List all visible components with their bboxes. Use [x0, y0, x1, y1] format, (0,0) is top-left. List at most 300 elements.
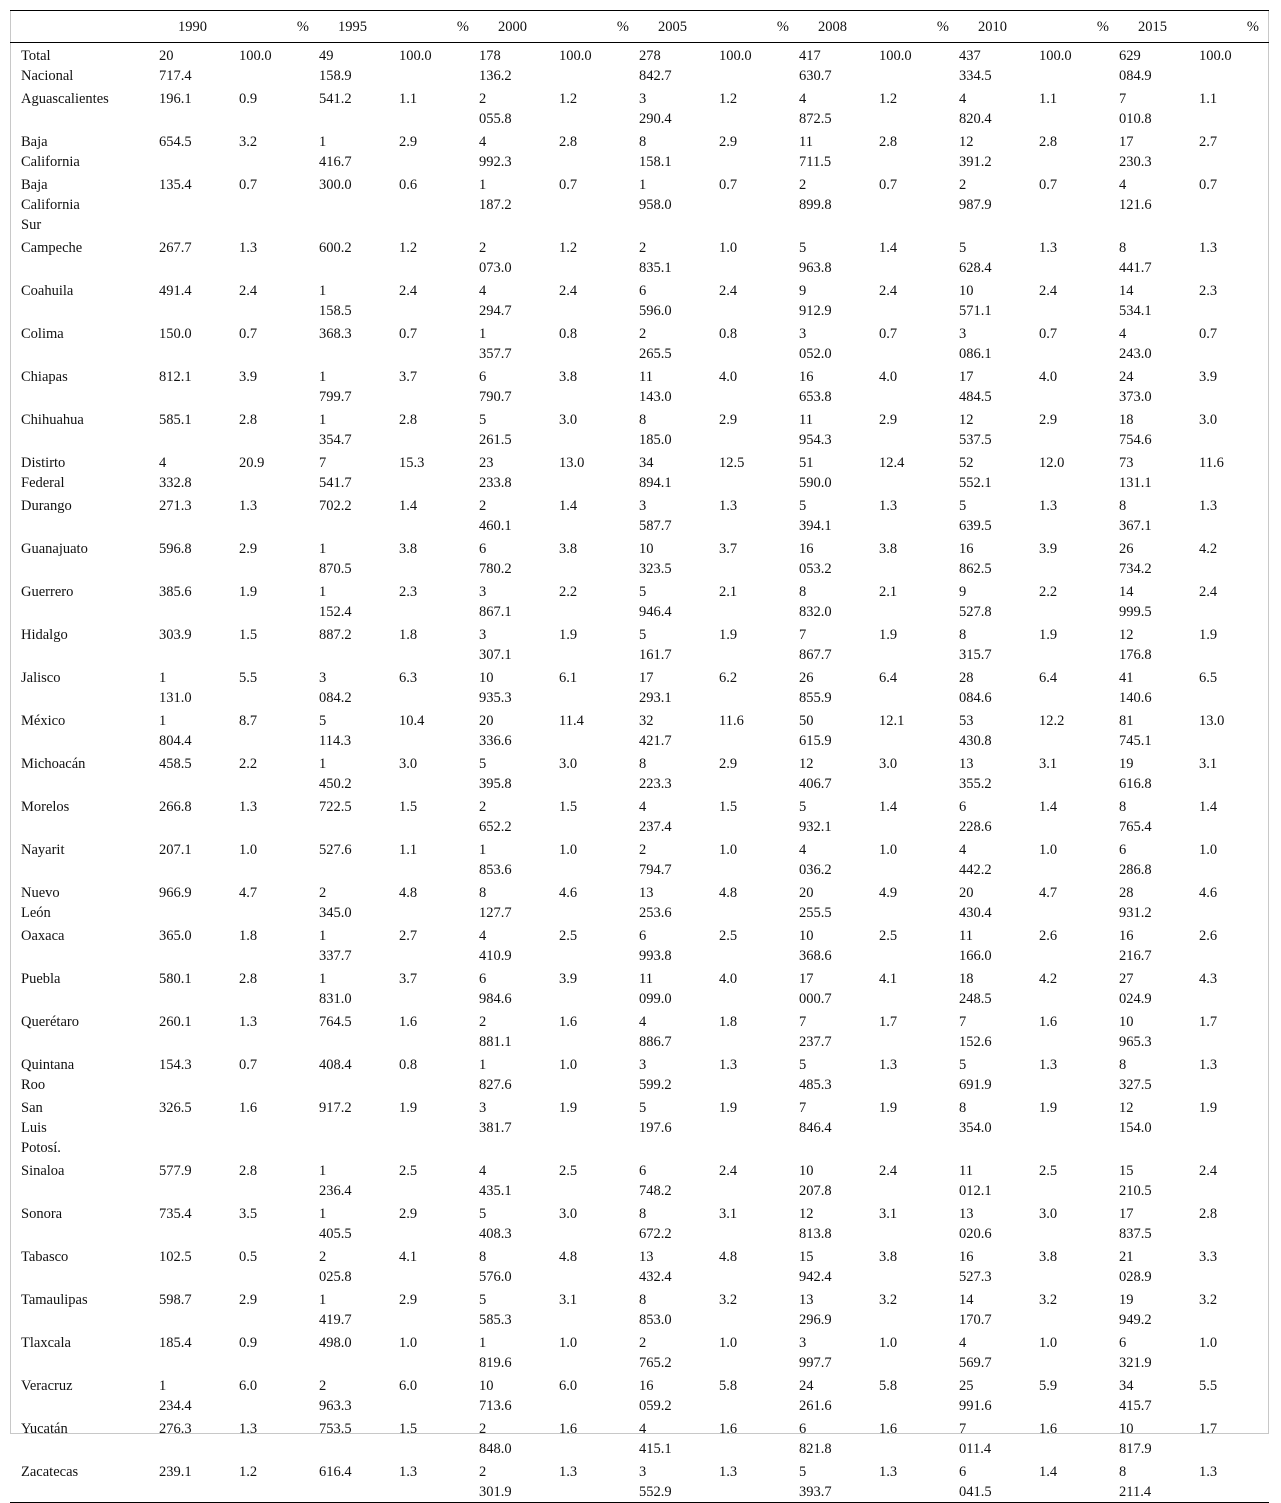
cell-text: 4.1 — [399, 1249, 418, 1265]
percent-cell — [879, 43, 959, 87]
cell-text: 5 197.6 — [639, 1100, 672, 1136]
cell-text: Tamaulipas — [21, 1292, 88, 1308]
cell-text: 8 765.4 — [1119, 799, 1152, 835]
percent-cell — [1039, 880, 1119, 923]
cell-text: 3 290.4 — [639, 91, 672, 127]
cell-text: 7 237.7 — [799, 1014, 832, 1050]
value-cell — [799, 1158, 879, 1201]
percent-cell — [559, 1009, 639, 1052]
state-name-cell — [10, 235, 159, 278]
cell-text: 3.1 — [719, 1206, 738, 1222]
cell-text: 2 301.9 — [479, 1464, 512, 1500]
cell-text: Coahuila — [21, 283, 74, 299]
cell-text: 9 527.8 — [959, 584, 992, 620]
cell-text: 2 848.0 — [479, 1421, 512, 1457]
cell-text: 4.0 — [1039, 369, 1058, 385]
percent-cell — [559, 1158, 639, 1201]
cell-text: 1 187.2 — [479, 177, 512, 213]
cell-text: 2.5 — [719, 928, 738, 944]
cell-text: 3.0 — [1039, 1206, 1058, 1222]
cell-text: 2.5 — [879, 928, 898, 944]
cell-text: 3.2 — [879, 1292, 898, 1308]
cell-text: 0.7 — [879, 326, 898, 342]
cell-text: 3.8 — [879, 1249, 898, 1265]
cell-text: 3 867.1 — [479, 584, 512, 620]
cell-text: 3 552.9 — [639, 1464, 672, 1500]
cell-text: 7 152.6 — [959, 1014, 992, 1050]
value-cell — [319, 321, 399, 364]
cell-text: 3.3 — [1199, 1249, 1218, 1265]
cell-text: 616.4 — [319, 1464, 352, 1480]
state-name-cell — [10, 278, 159, 321]
value-cell — [799, 708, 879, 751]
percent-cell — [1199, 923, 1269, 966]
cell-text: 1.5 — [559, 799, 578, 815]
percent-cell — [239, 86, 319, 129]
cell-text: 4.1 — [879, 971, 898, 987]
cell-text: 437 334.5 — [959, 48, 992, 84]
cell-text: 5 963.8 — [799, 240, 832, 276]
percent-cell — [719, 278, 799, 321]
cell-text: 13 296.9 — [799, 1292, 832, 1328]
value-cell — [639, 43, 719, 87]
cell-text: 4 243.0 — [1119, 326, 1152, 362]
percent-cell — [559, 86, 639, 129]
cell-text: Total Nacional — [21, 48, 74, 84]
value-cell — [479, 1009, 559, 1052]
percent-cell — [719, 1459, 799, 1503]
cell-text: 1.0 — [1039, 842, 1058, 858]
percent-cell — [1199, 837, 1269, 880]
cell-text: 41 140.6 — [1119, 670, 1152, 706]
state-name-cell — [10, 172, 159, 235]
cell-text: 5 485.3 — [799, 1057, 832, 1093]
value-cell — [639, 837, 719, 880]
percent-cell — [719, 235, 799, 278]
cell-text: 1.3 — [239, 799, 258, 815]
cell-text: 271.3 — [159, 498, 192, 514]
percent-cell — [239, 1416, 319, 1459]
percent-cell — [879, 794, 959, 837]
percent-cell — [1199, 1373, 1269, 1416]
state-name-cell — [10, 493, 159, 536]
cell-text: 7 011.4 — [959, 1421, 992, 1457]
cell-text: 3.0 — [879, 756, 898, 772]
cell-text: 1.3 — [239, 240, 258, 256]
cell-text: 6.1 — [559, 670, 578, 686]
value-cell — [479, 321, 559, 364]
cell-text: 7 541.7 — [319, 455, 352, 491]
percent-cell — [239, 129, 319, 172]
percent-cell — [1039, 1244, 1119, 1287]
percent-cell — [1039, 966, 1119, 1009]
percent-cell — [1199, 1158, 1269, 1201]
percent-cell — [559, 923, 639, 966]
value-cell — [1119, 794, 1199, 837]
percent-cell — [559, 837, 639, 880]
cell-text: Sinaloa — [21, 1163, 65, 1179]
value-cell — [799, 1459, 879, 1503]
value-cell — [479, 1158, 559, 1201]
cell-text: 1.3 — [1039, 498, 1058, 514]
value-cell — [479, 364, 559, 407]
cell-text: 15.3 — [399, 455, 425, 471]
cell-text: 764.5 — [319, 1014, 352, 1030]
cell-text: Puebla — [21, 971, 61, 987]
value-cell — [959, 86, 1039, 129]
cell-text: 0.7 — [1199, 177, 1218, 193]
value-cell — [159, 1287, 239, 1330]
cell-text: 4 121.6 — [1119, 177, 1152, 213]
value-cell — [639, 1373, 719, 1416]
percent-cell — [879, 966, 959, 1009]
value-cell — [639, 172, 719, 235]
cell-text: 11 711.5 — [799, 134, 832, 170]
cell-text: 260.1 — [159, 1014, 192, 1030]
cell-text: 4.2 — [1199, 541, 1218, 557]
cell-text: 2.9 — [1039, 412, 1058, 428]
cell-text: 812.1 — [159, 369, 192, 385]
cell-text: 21 028.9 — [1119, 1249, 1152, 1285]
cell-text: 1.3 — [879, 1057, 898, 1073]
percent-cell — [719, 1287, 799, 1330]
state-name-cell — [10, 837, 159, 880]
percent-cell — [559, 880, 639, 923]
percent-cell — [399, 1201, 479, 1244]
value-cell — [159, 493, 239, 536]
cell-text: 13 355.2 — [959, 756, 992, 792]
table-row — [10, 364, 1269, 407]
cell-text: 1 158.5 — [319, 283, 352, 319]
percent-cell — [239, 751, 319, 794]
percent-cell — [1199, 622, 1269, 665]
value-cell — [319, 579, 399, 622]
cell-text: 2 963.3 — [319, 1378, 352, 1414]
value-cell — [799, 1244, 879, 1287]
percent-cell — [879, 1052, 959, 1095]
cell-text: 20 336.6 — [479, 713, 512, 749]
cell-text: 0.7 — [559, 177, 578, 193]
cell-text: 1.3 — [239, 1421, 258, 1437]
cell-text: 10 713.6 — [479, 1378, 512, 1414]
cell-text: 2.8 — [879, 134, 898, 150]
cell-text: 1 354.7 — [319, 412, 352, 448]
cell-text: 3.7 — [399, 971, 418, 987]
percent-cell — [1199, 129, 1269, 172]
cell-text: 8 211.4 — [1119, 1464, 1152, 1500]
percent-cell — [879, 708, 959, 751]
percent-cell — [879, 1459, 959, 1503]
cell-text: 1.5 — [399, 1421, 418, 1437]
state-name-cell — [10, 880, 159, 923]
cell-text: 3.8 — [559, 369, 578, 385]
cell-text: 1.3 — [1039, 1057, 1058, 1073]
cell-text: 154.3 — [159, 1057, 192, 1073]
percent-cell — [879, 579, 959, 622]
cell-text: 966.9 — [159, 885, 192, 901]
cell-text: 2.8 — [239, 1163, 258, 1179]
table-row — [10, 86, 1269, 129]
value-cell — [479, 1244, 559, 1287]
value-cell — [959, 665, 1039, 708]
percent-cell — [1039, 364, 1119, 407]
value-cell — [639, 1287, 719, 1330]
cell-text: 2.8 — [399, 412, 418, 428]
cell-text: 735.4 — [159, 1206, 192, 1222]
cell-text: 4.2 — [1039, 971, 1058, 987]
percent-cell — [1199, 1459, 1269, 1503]
cell-text: 5 628.4 — [959, 240, 992, 276]
value-cell — [959, 1459, 1039, 1503]
cell-text: 14 170.7 — [959, 1292, 992, 1328]
percent-cell — [399, 493, 479, 536]
value-cell — [319, 1201, 399, 1244]
cell-text: 3.1 — [1199, 756, 1218, 772]
cell-text: 2 835.1 — [639, 240, 672, 276]
cell-text: 2 055.8 — [479, 91, 512, 127]
cell-text: 51 590.0 — [799, 455, 832, 491]
percent-cell — [239, 579, 319, 622]
cell-text: 2 073.0 — [479, 240, 512, 276]
cell-text: 0.7 — [879, 177, 898, 193]
cell-text: 12 813.8 — [799, 1206, 832, 1242]
cell-text: 16 527.3 — [959, 1249, 992, 1285]
cell-text: 2 345.0 — [319, 885, 352, 921]
cell-text: 1.9 — [719, 627, 738, 643]
cell-text: 7 846.4 — [799, 1100, 832, 1136]
table-row — [10, 129, 1269, 172]
cell-text: 4 569.7 — [959, 1335, 992, 1371]
value-cell — [159, 665, 239, 708]
cell-text: 4 992.3 — [479, 134, 512, 170]
value-cell — [1119, 321, 1199, 364]
cell-text: 2.4 — [1199, 584, 1218, 600]
table-row — [10, 1009, 1269, 1052]
cell-text: 1 131.0 — [159, 670, 192, 706]
cell-text: 17 000.7 — [799, 971, 832, 1007]
cell-text: Yucatán — [21, 1421, 68, 1437]
cell-text: 135.4 — [159, 177, 192, 193]
cell-text: 6.4 — [1039, 670, 1058, 686]
percent-cell — [399, 43, 479, 87]
value-cell — [319, 1373, 399, 1416]
cell-text: Oaxaca — [21, 928, 65, 944]
cell-text: 1.9 — [559, 1100, 578, 1116]
value-cell — [959, 493, 1039, 536]
value-cell — [1119, 364, 1199, 407]
cell-text: 2 899.8 — [799, 177, 832, 213]
cell-text: 1.3 — [879, 498, 898, 514]
value-cell — [959, 1158, 1039, 1201]
percent-cell — [239, 364, 319, 407]
value-cell — [799, 880, 879, 923]
cell-text: 1.7 — [1199, 1421, 1218, 1437]
percent-cell — [399, 1373, 479, 1416]
cell-text: 24 261.6 — [799, 1378, 832, 1414]
cell-text: Guanajuato — [21, 541, 88, 557]
cell-text: 10 817.9 — [1119, 1421, 1152, 1457]
cell-text: 1.0 — [719, 240, 738, 256]
cell-text: 580.1 — [159, 971, 192, 987]
cell-text: 12 537.5 — [959, 412, 992, 448]
cell-text: 4 294.7 — [479, 283, 512, 319]
cell-text: 0.9 — [239, 91, 258, 107]
percent-cell — [1199, 407, 1269, 450]
value-cell — [639, 923, 719, 966]
value-cell — [479, 450, 559, 493]
header-percent: % — [1246, 18, 1259, 35]
cell-text: 4 332.8 — [159, 455, 192, 491]
cell-text: 3 052.0 — [799, 326, 832, 362]
cell-text: 3.2 — [239, 134, 258, 150]
percent-cell — [239, 1330, 319, 1373]
percent-cell — [399, 172, 479, 235]
cell-text: 1.9 — [1039, 1100, 1058, 1116]
percent-cell — [1039, 43, 1119, 87]
cell-text: 1.3 — [1039, 240, 1058, 256]
cell-text: 1.0 — [1039, 1335, 1058, 1351]
cell-text: 28 084.6 — [959, 670, 992, 706]
cell-text: 3 084.2 — [319, 670, 352, 706]
value-cell — [159, 880, 239, 923]
state-name-cell — [10, 1158, 159, 1201]
cell-text: 300.0 — [319, 177, 352, 193]
cell-text: 2.9 — [399, 1292, 418, 1308]
value-cell — [1119, 1416, 1199, 1459]
cell-text: 1.6 — [1039, 1014, 1058, 1030]
percent-cell — [559, 1201, 639, 1244]
percent-cell — [239, 923, 319, 966]
cell-text: 6 596.0 — [639, 283, 672, 319]
cell-text: 1.8 — [719, 1014, 738, 1030]
table-row — [10, 622, 1269, 665]
value-cell — [159, 751, 239, 794]
percent-cell — [719, 837, 799, 880]
cell-text: 2 987.9 — [959, 177, 992, 213]
percent-cell — [719, 1201, 799, 1244]
value-cell — [639, 493, 719, 536]
cell-text: 3.1 — [1039, 756, 1058, 772]
cell-text: 0.8 — [399, 1057, 418, 1073]
value-cell — [479, 837, 559, 880]
percent-cell — [1199, 1095, 1269, 1158]
value-cell — [1119, 1244, 1199, 1287]
percent-cell — [559, 493, 639, 536]
percent-cell — [1039, 235, 1119, 278]
cell-text: 12.2 — [1039, 713, 1065, 729]
percent-cell — [719, 622, 799, 665]
cell-text: 1.4 — [1199, 799, 1218, 815]
cell-text: 1 958.0 — [639, 177, 672, 213]
cell-text: Michoacán — [21, 756, 86, 772]
cell-text: 2.9 — [719, 756, 738, 772]
cell-text: 4.6 — [559, 885, 578, 901]
cell-text: 1.6 — [239, 1100, 258, 1116]
cell-text: 11 166.0 — [959, 928, 992, 964]
table-row — [10, 235, 1269, 278]
value-cell — [639, 364, 719, 407]
cell-text: 1.3 — [1199, 498, 1218, 514]
value-cell — [639, 665, 719, 708]
percent-cell — [719, 321, 799, 364]
value-cell — [1119, 1009, 1199, 1052]
cell-text: 1.3 — [559, 1464, 578, 1480]
value-cell — [959, 278, 1039, 321]
value-cell — [159, 966, 239, 1009]
percent-cell — [879, 751, 959, 794]
cell-text: 2.6 — [1199, 928, 1218, 944]
percent-cell — [559, 579, 639, 622]
cell-text: 6.5 — [1199, 670, 1218, 686]
cell-text: 28 931.2 — [1119, 885, 1152, 921]
cell-text: 8 853.0 — [639, 1292, 672, 1328]
percent-cell — [1199, 1244, 1269, 1287]
value-cell — [159, 321, 239, 364]
percent-cell — [1199, 321, 1269, 364]
header-year: 2010 — [978, 18, 1007, 35]
table-row — [10, 1459, 1269, 1503]
cell-text: 1.0 — [719, 1335, 738, 1351]
cell-text: 4.0 — [719, 369, 738, 385]
percent-cell — [399, 622, 479, 665]
percent-cell — [1199, 966, 1269, 1009]
value-cell — [639, 794, 719, 837]
cell-text: 417 630.7 — [799, 48, 832, 84]
cell-text: 20 717.4 — [159, 48, 192, 84]
state-name-cell — [10, 129, 159, 172]
cell-text: 23 233.8 — [479, 455, 512, 491]
cell-text: 267.7 — [159, 240, 192, 256]
percent-cell — [399, 579, 479, 622]
percent-cell — [719, 794, 799, 837]
cell-text: 5 394.1 — [799, 498, 832, 534]
cell-text: 3.1 — [559, 1292, 578, 1308]
cell-text: 3.9 — [1199, 369, 1218, 385]
state-name-cell — [10, 450, 159, 493]
header-year: 2015 — [1138, 18, 1167, 35]
cell-text: México — [21, 713, 66, 729]
percent-cell — [399, 1416, 479, 1459]
cell-text: 2.8 — [1199, 1206, 1218, 1222]
cell-text: 2.2 — [239, 756, 258, 772]
value-cell — [319, 1416, 399, 1459]
gdp-by-state-table — [10, 10, 1269, 1503]
percent-cell — [879, 1330, 959, 1373]
percent-cell — [1039, 1095, 1119, 1158]
cell-text: 10 323.5 — [639, 541, 672, 577]
percent-cell — [719, 1330, 799, 1373]
value-cell — [159, 86, 239, 129]
percent-cell — [559, 1095, 639, 1158]
cell-text: 13.0 — [559, 455, 585, 471]
state-name-cell — [10, 665, 159, 708]
cell-text: 1.9 — [879, 1100, 898, 1116]
state-name-cell — [10, 536, 159, 579]
percent-cell — [1199, 43, 1269, 87]
cell-text: 11 012.1 — [959, 1163, 992, 1199]
cell-text: 2.4 — [879, 283, 898, 299]
percent-cell — [1039, 708, 1119, 751]
cell-text: 6 321.9 — [1119, 1335, 1152, 1371]
percent-cell — [1039, 450, 1119, 493]
value-cell — [1119, 1201, 1199, 1244]
percent-cell — [719, 364, 799, 407]
cell-text: 598.7 — [159, 1292, 192, 1308]
cell-text: Tabasco — [21, 1249, 69, 1265]
cell-text: 1.3 — [1199, 1057, 1218, 1073]
value-cell — [959, 450, 1039, 493]
value-cell — [799, 407, 879, 450]
